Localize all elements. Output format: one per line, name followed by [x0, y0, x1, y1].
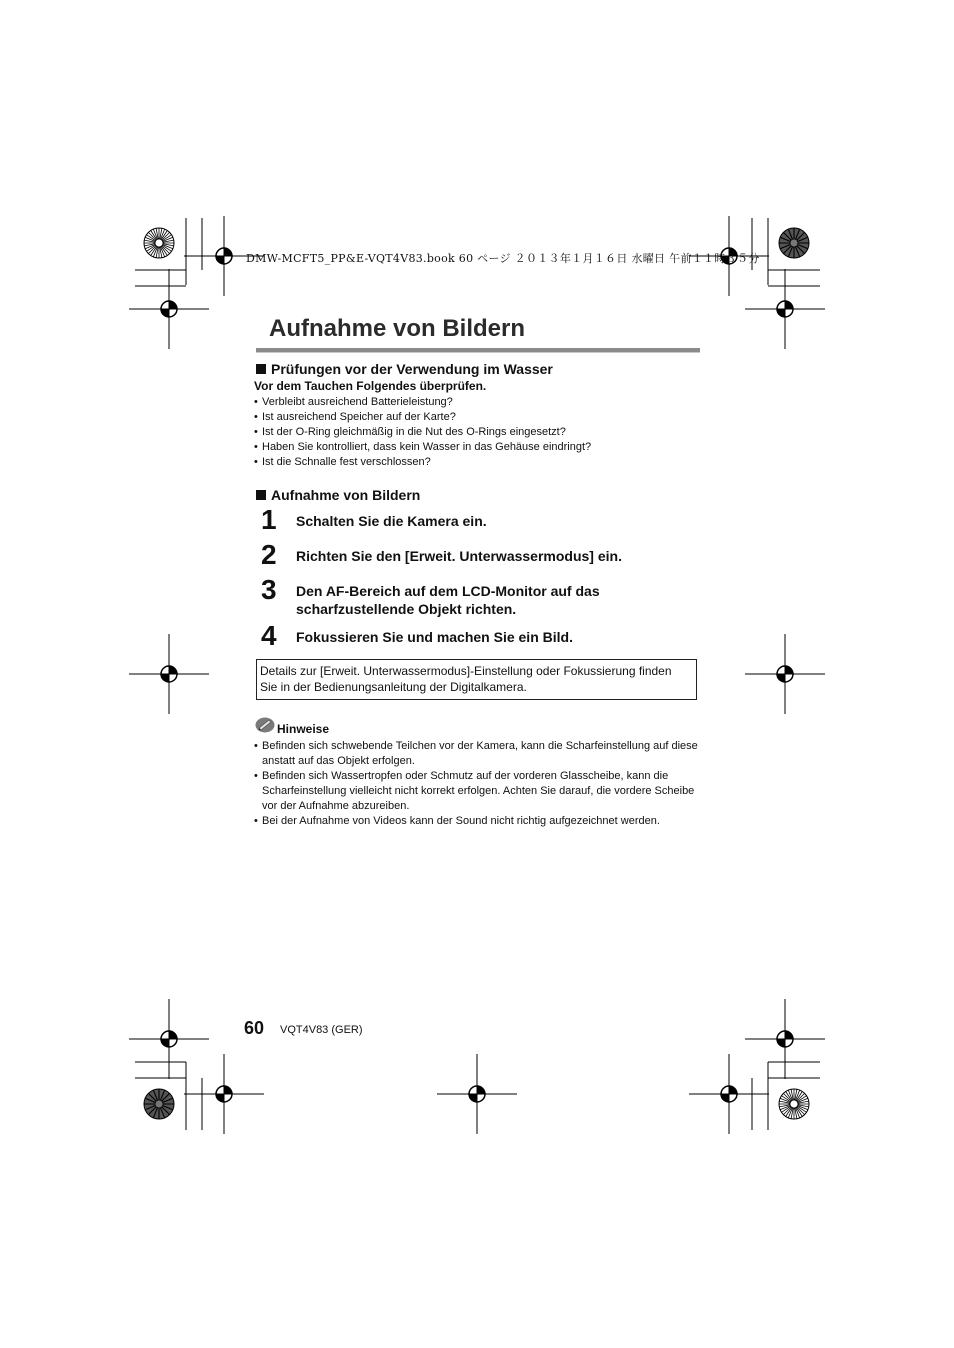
model-code: VQT4V83 (GER) — [280, 1024, 363, 1036]
notes-icon — [255, 717, 275, 733]
section-heading-text: Aufnahme von Bildern — [271, 487, 421, 503]
note-item: • Befinden sich schwebende Teilchen vor der Kamera, kann die Scharfeinstellung auf diese anstatt auf das Objekt erfolgen. — [254, 739, 704, 769]
note-item: • Befinden sich Wassertropfen oder Schmutz auf der vorderen Glasscheibe, kann die Scharfeinstellung vielleicht nicht korrekt erfolgen. Achten Sie darauf, die vordere Scheibe vor der Aufnahme abzureiben. — [254, 769, 704, 814]
step-number: 2 — [261, 539, 277, 570]
page-title: Aufnahme von Bildern — [269, 315, 526, 342]
step-text: Den AF-Bereich auf dem LCD-Monitor auf das scharfzustellende Objekt richten. — [296, 583, 600, 617]
title-rule — [256, 348, 700, 353]
checklist-item: • Ist ausreichend Speicher auf der Karte? — [254, 410, 714, 425]
step-text: Fokussieren Sie und machen Sie ein Bild. — [296, 629, 573, 645]
square-bullet-icon — [256, 364, 266, 374]
checklist-item: • Verbleibt ausreichend Batterieleistung? — [254, 395, 714, 410]
section-subheading: Vor dem Tauchen Folgendes überprüfen. — [254, 379, 487, 393]
step-number: 1 — [261, 504, 277, 535]
book-header-line: DMW-MCFT5_PP&E-VQT4V83.book 60 ページ ２０１３年１月１６日 水曜日 午前１１時３５分 — [246, 252, 760, 265]
note-item: • Bei der Aufnahme von Videos kann der Sound nicht richtig aufgezeichnet werden. — [254, 814, 704, 829]
checklist — [254, 395, 714, 470]
checklist-item: • Ist die Schnalle fest verschlossen? — [254, 455, 714, 470]
section-heading-recording — [256, 487, 420, 503]
step-number: 4 — [261, 620, 277, 651]
info-box: Details zur [Erweit. Unterwassermodus]-Einstellung oder Fokussierung finden Sie in der Bedienungsanleitung der Digitalkamera. — [256, 659, 697, 700]
page-number: 60 — [244, 1018, 265, 1038]
checklist-item: • Ist der O-Ring gleichmäßig in die Nut des O-Rings eingesetzt? — [254, 425, 714, 440]
step-text: Richten Sie den [Erweit. Unterwassermodus] ein. — [296, 548, 622, 564]
checklist-item: • Haben Sie kontrolliert, dass kein Wasser in das Gehäuse eindringt? — [254, 440, 714, 455]
notes-list — [254, 739, 704, 829]
step-number: 3 — [261, 574, 277, 605]
section-heading-text: Prüfungen vor der Verwendung im Wasser — [271, 361, 553, 377]
section-heading-water-check — [256, 361, 553, 377]
step-text: Schalten Sie die Kamera ein. — [296, 513, 487, 529]
notes-title: Hinweise — [277, 722, 330, 736]
square-bullet-icon — [256, 490, 266, 500]
